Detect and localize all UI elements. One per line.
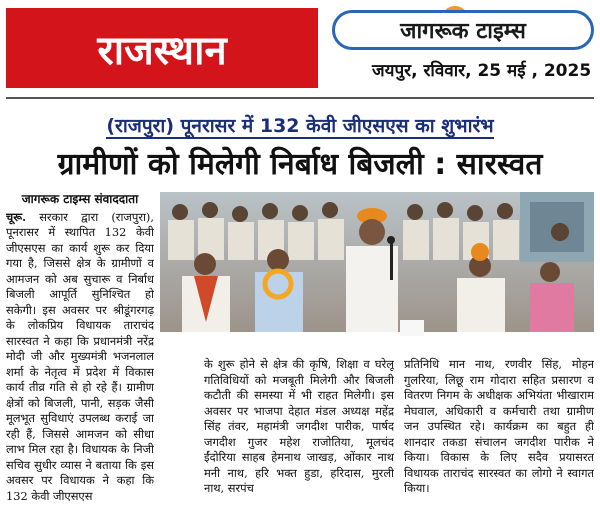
section-banner [6,8,318,88]
story-column-2 [204,357,394,505]
divider-line [6,97,594,99]
kicker-text: (राजपुरा) पूनरासर में 132 केवी जीएसएस का शुभारंभ [106,115,494,137]
column-1-text: सरकार द्वारा (राजपुरा), पूनरासर में स्थापित 132 केवी जीएसएस का कार्य शुरू कर दिया गया है, जिससे क्षेत्र के ग्रामीणों व आमजन को अब सुचारू व निर्बाध बिजली आपूर्ति सुनिश्चित हो सकेगी। इस अवसर पर श्रीडूंगरगढ़ के लोकप्रिय विधायक ताराचंद सारस्वत ने कहा कि प्रधानमंत्री नरेंद्र मोदी जी और मुख्यमंत्री भजनलाल शर्मा के नेतृत्व में प्रदेश में विकास कार्य तीव्र गति से हो रहे हैं। ग्रामीण क्षेत्रों को बिजली, पानी, सड़क जैसी मूलभूत सुविधाएं उपलब्ध कराई जा रही हैं, जिससे आमजन को सीधा लाभ मिल रहा है। विधायक के निजी सचिव सुधीर व्यास ने बताया कि इस अवसर पर विधायक ने कहा कि 132 केवी जीएसएस [6,209,154,502]
story-headline: ग्रामीणों को मिलेगी निर्बाध बिजली : सारस्वत [57,147,543,182]
story-column-1 [6,192,154,502]
news-photo [160,192,594,346]
brand-name: जागरूक टाइम्स [400,19,526,44]
story-column-3 [404,357,594,505]
byline: जागरूक टाइम्स संवाददाता [21,192,139,206]
event-photo-image [160,192,594,346]
dateline: जयपुर, रविवार, 25 मई , 2025 [372,61,592,81]
section-title: राजस्थान [97,27,227,74]
column-3-text: प्रतिनिधि मान नाथ, रणवीर सिंह, मोहन गुलरिया, लिछू राम गोदारा सहित प्रसारण व वितरण निगम के अधीक्षक अभियंता भीखाराम मेघवाल, अधिकारी व कर्मचारी तथा ग्रामीण जन उपस्थित रहे। कार्यक्रम का बहुत ही शानदार तकडा संचालन जगदीश पारीक ने किया। विकास के लिए सदैव प्रयासरत विधायक ताराचंद सारस्वत का लोगो ने स्वागत किया। [404,357,594,495]
masthead [0,0,600,92]
column-2-text: के शुरू होने से क्षेत्र की कृषि, शिक्षा व घरेलू गतिविधियों को मजबूती मिलेगी और बिजली कटौती की समस्या में भी राहत मिलेगी। इस अवसर पर भाजपा देहात मंडल अध्यक्ष महेंद्र सिंह तंवर, महामंत्री जगदीश पारीक, पार्षद जगदीश गुजर महेश राजोतिया, मूलचंद ईंदोरिया साहब हेमनाथ जाखड़, ओंकार नाथ मनी नाथ, हरि भक्त हुडा, हरिदास, मुरली नाथ, सरपंच [204,357,394,495]
dateline-city: चूरू. [6,209,27,224]
brand-area [320,0,600,92]
story-kicker [0,112,600,138]
brand-logo [332,10,594,50]
